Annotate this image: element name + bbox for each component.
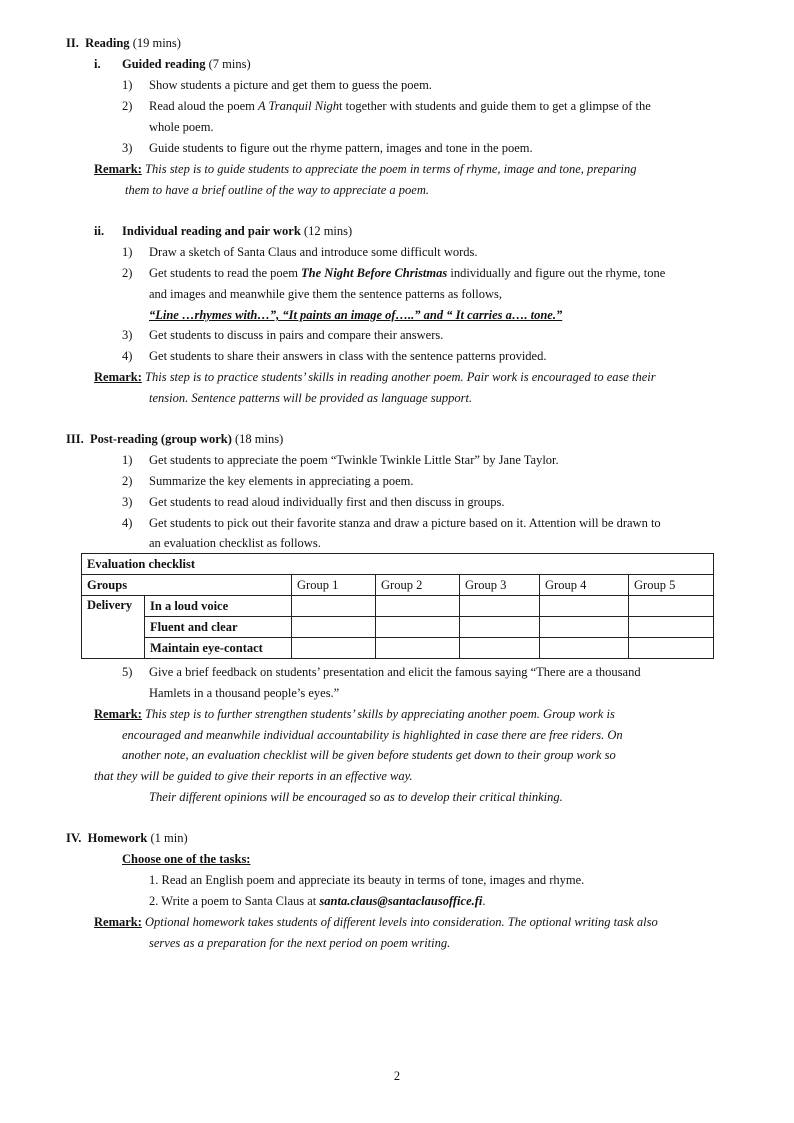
- remark-label: Remark:: [94, 162, 142, 176]
- table-header-cell: Group 2: [376, 575, 460, 596]
- table-cell-delivery: Delivery: [82, 596, 145, 659]
- sentence-patterns: “Line …rhymes with…”, “It paints an image of…..” and “ It carries a…. tone.”: [149, 308, 563, 322]
- list-item: 2) Read aloud the poem A Tranquil Night together with students and guide them to get a glimpse of the: [122, 99, 651, 113]
- list-item: 3) Get students to read aloud individually first and then discuss in groups.: [122, 495, 505, 509]
- table-cell: [376, 617, 460, 638]
- list-item: 1) Draw a sketch of Santa Claus and introduce some difficult words.: [122, 245, 478, 259]
- section-ii-heading: [66, 35, 181, 52]
- list-item-continuation: whole poem.: [149, 120, 214, 134]
- table-cell: [460, 617, 540, 638]
- table-cell: [292, 596, 376, 617]
- homework-instruction: Choose one of the tasks:: [122, 852, 251, 866]
- list-item: 1) Show students a picture and get them to guess the poem.: [122, 78, 432, 92]
- list-item: 5) Give a brief feedback on students’ presentation and elicit the famous saying “There are a thousand: [122, 665, 641, 679]
- section-title: Post-reading (group work): [89, 432, 232, 446]
- table-cell: [292, 638, 376, 659]
- list-item: 2) Get students to read the poem The Night Before Christmas individually and figure out the rhyme, tone: [122, 266, 666, 280]
- remark-continuation: tension. Sentence patterns will be provided as language support.: [149, 391, 473, 405]
- section-iii-heading: [66, 431, 283, 448]
- subsection-duration: (12 mins): [300, 224, 353, 238]
- list-item: 1) Get students to appreciate the poem “Twinkle Twinkle Little Star” by Jane Taylor.: [122, 453, 559, 467]
- table-cell: [629, 596, 714, 617]
- subsection-i-heading: [94, 56, 251, 73]
- remark-label: Remark:: [94, 915, 142, 929]
- table-header-cell: Group 4: [540, 575, 629, 596]
- table-header-cell: Group 1: [292, 575, 376, 596]
- section-number: II.: [66, 36, 79, 50]
- table-title: Evaluation checklist: [82, 554, 714, 575]
- table-cell: [376, 638, 460, 659]
- remark-continuation: serves as a preparation for the next period on poem writing.: [149, 936, 451, 950]
- table-cell: [629, 617, 714, 638]
- list-item: 2) Summarize the key elements in appreciating a poem.: [122, 474, 414, 488]
- homework-task: 1. Read an English poem and appreciate its beauty in terms of tone, images and rhyme.: [149, 873, 585, 887]
- table-header-cell: Group 5: [629, 575, 714, 596]
- list-item: 3) Get students to discuss in pairs and compare their answers.: [122, 328, 444, 342]
- table-cell: [292, 617, 376, 638]
- table-cell: [540, 638, 629, 659]
- evaluation-checklist-table: [81, 553, 714, 659]
- subsection-ii-heading: [94, 223, 352, 240]
- section-number: IV.: [66, 831, 82, 845]
- table-cell: [540, 596, 629, 617]
- remark: Remark: Optional homework takes students of different levels into consideration. The optional writing task also: [94, 915, 658, 929]
- subsection-duration: (7 mins): [205, 57, 251, 71]
- list-item: 4) Get students to pick out their favorite stanza and draw a picture based on it. Attention will be drawn to: [122, 516, 661, 530]
- subsection-title: Guided reading: [122, 57, 206, 71]
- remark-continuation: Their different opinions will be encouraged so as to develop their critical thinking.: [149, 790, 563, 804]
- page-number: 2: [393, 1069, 401, 1083]
- table-cell: [629, 638, 714, 659]
- list-item-continuation: Hamlets in a thousand people’s eyes.”: [149, 686, 340, 700]
- subsection-number: i.: [94, 57, 101, 71]
- list-item: 3) Guide students to figure out the rhyme pattern, images and tone in the poem.: [122, 141, 533, 155]
- table-cell: [460, 638, 540, 659]
- homework-task: 2. Write a poem to Santa Claus at santa.claus@santaclausoffice.fi.: [149, 894, 486, 908]
- section-title: Homework: [87, 831, 148, 845]
- table-cell: [540, 617, 629, 638]
- section-title: Reading: [85, 36, 130, 50]
- table-header-cell: Group 3: [460, 575, 540, 596]
- table-row: [82, 575, 714, 596]
- section-number: III.: [66, 432, 84, 446]
- list-item: 4) Get students to share their answers in class with the sentence patterns provided.: [122, 349, 547, 363]
- subsection-number: ii.: [94, 224, 105, 238]
- remark: Remark: This step is to guide students to appreciate the poem in terms of rhyme, image and tone, preparing: [94, 162, 637, 176]
- remark-continuation: that they will be guided to give their reports in an effective way.: [94, 769, 413, 783]
- section-duration: (1 min): [147, 831, 188, 845]
- poem-title: A Tranquil Nigh: [258, 99, 340, 113]
- remark-label: Remark:: [94, 370, 142, 384]
- remark: Remark: This step is to practice students’ skills in reading another poem. Pair work is encouraged to ease their: [94, 370, 656, 384]
- list-item-continuation: an evaluation checklist as follows.: [149, 536, 321, 550]
- remark: Remark: This step is to further strengthen students’ skills by appreciating another poem. Group work is: [94, 707, 615, 721]
- poem-title: The Night Before Christmas: [301, 266, 448, 280]
- section-duration: (18 mins): [231, 432, 284, 446]
- section-iv-heading: [66, 830, 188, 847]
- email-address: santa.claus@santaclausoffice.fi: [319, 894, 483, 908]
- remark-label: Remark:: [94, 707, 142, 721]
- table-cell-criterion: In a loud voice: [145, 596, 292, 617]
- subsection-title: Individual reading and pair work: [122, 224, 301, 238]
- section-duration: (19 mins): [129, 36, 181, 50]
- table-cell: [376, 596, 460, 617]
- remark-continuation: another note, an evaluation checklist will be given before students get down to their group work so: [122, 748, 616, 762]
- table-row: [82, 638, 714, 659]
- table-cell-criterion: Fluent and clear: [145, 617, 292, 638]
- table-row: [82, 617, 714, 638]
- table-row: [82, 596, 714, 617]
- table-header-groups: Groups: [82, 575, 292, 596]
- table-cell-criterion: Maintain eye-contact: [145, 638, 292, 659]
- table-row: [82, 554, 714, 575]
- remark-continuation: encouraged and meanwhile individual accountability is highlighted in case there are free riders. On: [122, 728, 623, 742]
- list-item-continuation: and images and meanwhile give them the sentence patterns as follows,: [149, 287, 503, 301]
- remark-continuation: them to have a brief outline of the way to appreciate a poem.: [125, 183, 429, 197]
- table-cell: [460, 596, 540, 617]
